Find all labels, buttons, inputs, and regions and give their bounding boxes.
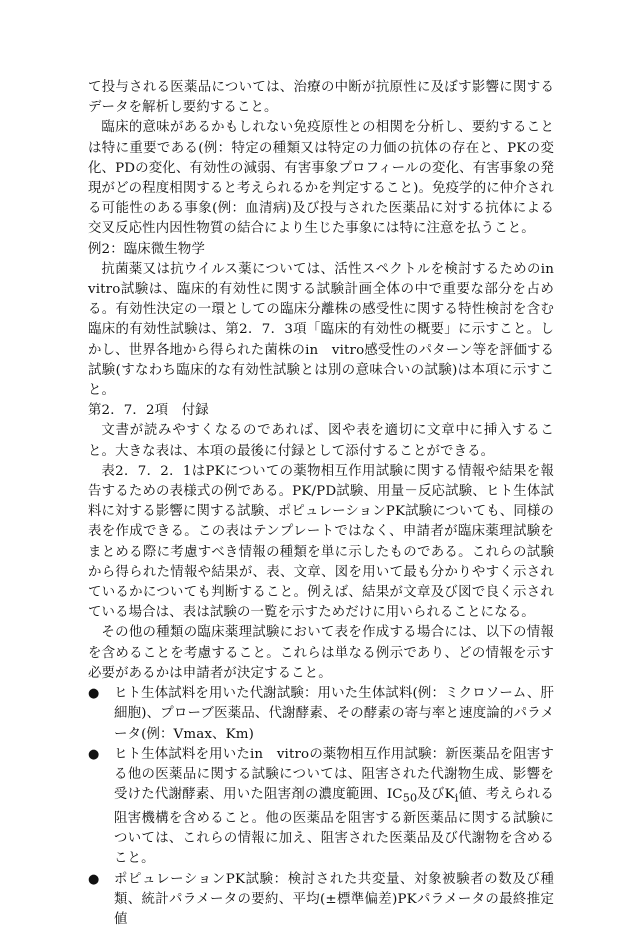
- subscript-i: i: [454, 791, 459, 805]
- list-item-text: ヒト生体試料を用いた代謝試験：用いた生体試料(例：ミクロソーム、肝細胞)、プローブ医薬品、代謝酵素、その酵素の寄与率と速度論的パラメータ(例：Vmax、Km): [114, 686, 554, 742]
- paragraph-continuation: て投与される医薬品については、治療の中断が抗原性に及ぼす影響に関するデータを解析し要約すること。: [88, 80, 554, 116]
- paragraph-antimicrobial: 抗菌薬又は抗ウイルス薬については、活性スペクトルを検討するためのin vitro試験は、臨床的有効性に関する試験計画全体の中で重要な部分を占める。有効性決定の一環としての臨床分離株の感受性に関する特性検討を含む臨床的有効性試験は、第2．7．3項「臨床的有効性の概要」に示すこと。しかし、世界各地から得られた菌株のin vitro感受性のパターン等を評価する試験(すなわち臨床的な有効性試験とは別の意味合いの試験)は本項に示すこと。: [88, 261, 568, 399]
- bullet-icon: ●: [88, 746, 100, 762]
- list-item: [88, 684, 554, 745]
- list-item-text: ポピュレーションPK試験：検討された共変量、対象被験者の数及び種類、統計パラメータの要約、平均(±標準偏差)PKパラメータの最終推定値: [114, 871, 554, 927]
- bullet-icon: ●: [88, 686, 100, 702]
- list-item: [88, 745, 554, 870]
- list-item: [88, 870, 554, 930]
- paragraph-other-studies: その他の種類の臨床薬理試験において表を作成する場合には、以下の情報を含めることを考慮すること。これらは単なる例示であり、どの情報を示す必要があるかは申請者が決定すること。: [88, 625, 554, 681]
- paragraph-immunogenicity-correlation: 臨床的意味があるかもしれない免疫原性との相関を分析し、要約することは特に重要である(例：特定の種類又は特定の力価の抗体の存在と、PKの変化、PDの変化、有効性の減弱、有害事象プロフィールの変化、有害事象の発現がどの程度相関すると考えられるかを判定すること)。免疫学的に仲介される可能性のある事象(例：血清病)及び投与された医薬品に対する抗体による交叉反応性内因性物質の結合により生じた事象には特に注意を払うこと。: [88, 120, 554, 237]
- heading-clinical-microbiology: 例2：臨床微生物学: [88, 241, 205, 257]
- list-item-text: ヒト生体試料を用いたin vitroの薬物相互作用試験：新医薬品を阻害する他の医薬品に関する試験については、阻害された代謝物生成、影響を受けた代謝酵素、用いた阻害剤の濃度範囲、IC: [114, 746, 554, 803]
- list-item-text-after: 値、考えられる阻害機構を含めること。他の医薬品を阻害する新医薬品に関する試験については、これらの情報に加え、阻害された医薬品及び代謝物を含めること。: [114, 787, 554, 867]
- paragraph-tables-figures: 文書が読みやすくなるのであれば、図や表を適切に文章中に挿入すること。大きな表は、本項の最後に付録として添付することができる。: [88, 423, 554, 459]
- document-page: [88, 78, 568, 930]
- heading-appendix: 第2．7．2項 付録: [88, 403, 209, 419]
- bullet-list: [88, 684, 554, 930]
- list-item-text-mid: 及びK: [417, 787, 455, 803]
- paragraph-table-example: 表2．7．2．1はPKについての薬物相互作用試験に関する情報や結果を報告するための表様式の例である。PK/PD試験、用量－反応試験、ヒト生体試料に対する影響に関する試験、ポピュレーションPK試験についても、同様の表を作成できる。この表はテンプレートではなく、申請者が臨床薬理試験をまとめる際に考慮すべき情報の種類を単に示したものである。これらの試験から得られた情報や結果が、表、文章、図を用いて最も分かりやすく示されているかについても判断すること。例えば、結果が文章及び図で良く示されている場合は、表は試験の一覧を示すためだけに用いられることになる。: [88, 463, 554, 621]
- subscript-50: 50: [402, 791, 418, 805]
- bullet-icon: ●: [88, 871, 100, 887]
